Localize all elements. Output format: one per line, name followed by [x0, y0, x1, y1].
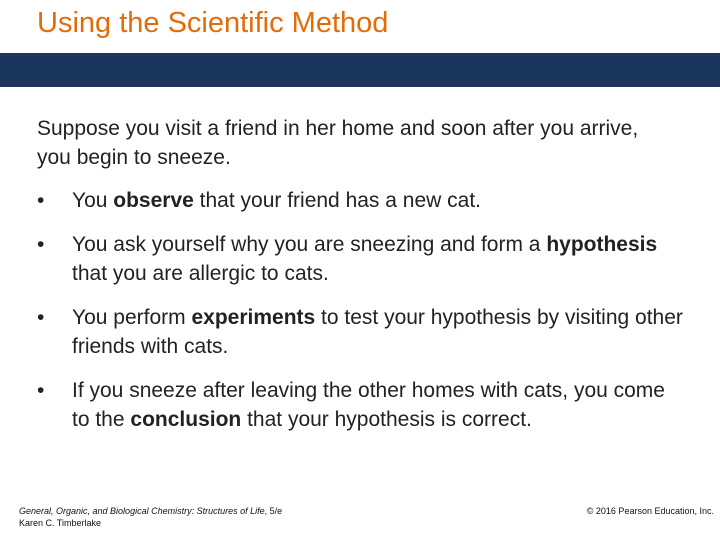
bullet-keyword: observe	[113, 189, 194, 212]
bullet-text-before: You perform	[72, 306, 192, 329]
bullet-text-before: You ask yourself why you are sneezing and form a	[72, 233, 547, 256]
bullet-keyword: hypothesis	[546, 233, 658, 256]
bullet-dot: •	[37, 306, 45, 329]
footer-citation	[19, 505, 282, 529]
bullet-text-before: You	[72, 189, 114, 212]
bullet-text-after: that you are allergic to cats.	[72, 262, 329, 285]
slide-title: Using the Scientific Method	[37, 7, 389, 39]
bullet-experiments	[37, 303, 687, 361]
bullet-keyword: experiments	[191, 306, 316, 329]
intro-text: Suppose you visit a friend in her home and soon after you arrive, you begin to sneeze.	[37, 117, 639, 169]
bullet-text-after: to test your hypothesis by visiting other friends with cats.	[72, 306, 683, 358]
bullet-text-before: If you sneeze after leaving the other homes with cats, you come to the	[72, 379, 665, 431]
bullet-text-after: that your friend has a new cat.	[193, 189, 481, 212]
bullet-list	[37, 186, 687, 449]
bullet-conclusion	[37, 376, 687, 434]
bullet-keyword: conclusion	[130, 408, 242, 431]
footer-copyright: © 2016 Pearson Education, Inc.	[586, 506, 714, 516]
bullet-dot: •	[37, 233, 45, 256]
footer-edition: , 5/e	[264, 506, 283, 516]
bullet-text-after: that your hypothesis is correct.	[241, 408, 532, 431]
title-band	[0, 53, 720, 87]
bullet-dot: •	[37, 189, 45, 212]
bullet-observe	[37, 186, 687, 215]
footer-book-title: General, Organic, and Biological Chemistry: Structures of Life	[19, 506, 265, 516]
bullet-hypothesis	[37, 230, 687, 288]
footer-author: Karen C. Timberlake	[19, 518, 102, 528]
bullet-dot: •	[37, 379, 45, 402]
